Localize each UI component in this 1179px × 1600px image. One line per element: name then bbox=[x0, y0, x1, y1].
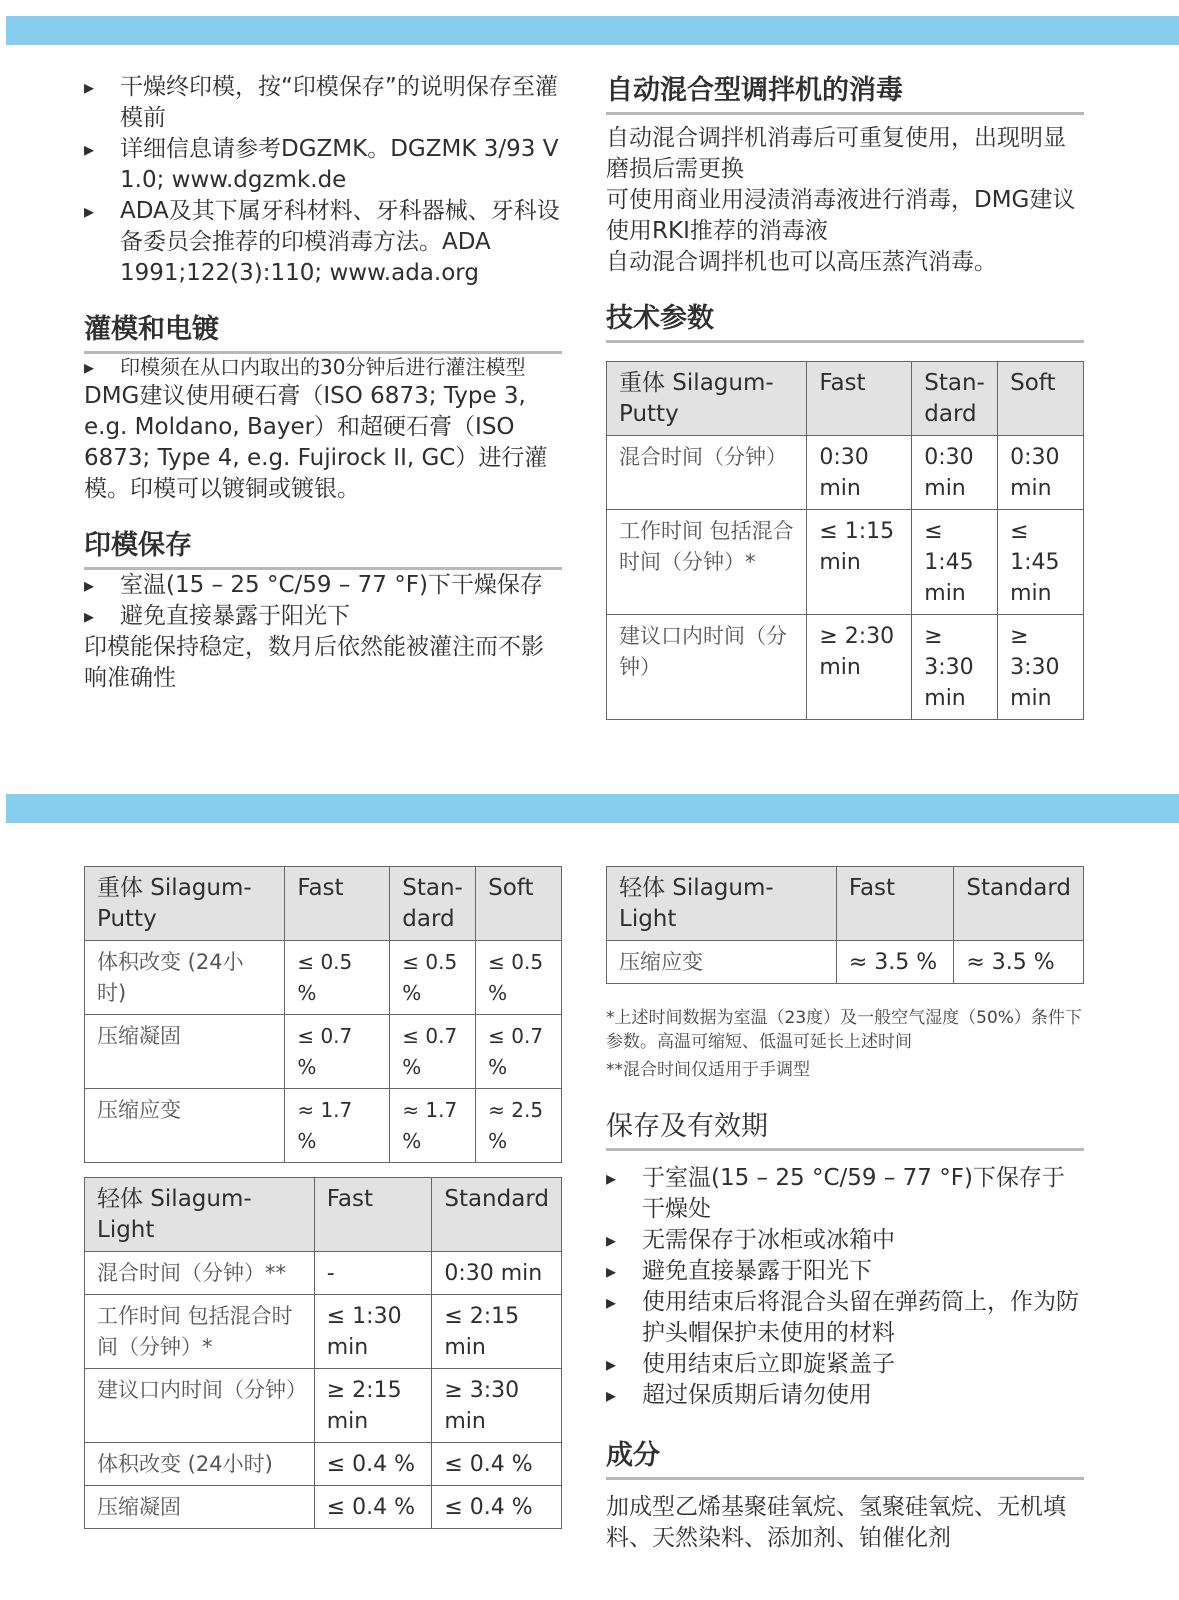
row-label: 压缩凝固 bbox=[85, 1486, 315, 1529]
disinfection-text bbox=[606, 123, 1084, 278]
row-label: 建议口内时间（分钟） bbox=[607, 615, 807, 720]
table-cell: ≤ 1:45 min bbox=[998, 510, 1084, 615]
list-item: ▸ 详细信息请参考DGZMK。DGZMK 3/93 V 1.0; www.dgzmk.de bbox=[84, 134, 562, 196]
light-strain-table bbox=[606, 866, 1084, 984]
casting-list bbox=[84, 354, 562, 381]
list-item: ▸ 干燥终印模，按“印模保存”的说明保存至灌模前 bbox=[84, 72, 562, 134]
table-header-row bbox=[607, 867, 1084, 941]
header-cell: Soft bbox=[476, 867, 562, 941]
list-item: ▸ 使用结束后将混合头留在弹药筒上，作为防护头帽保护未使用的材料 bbox=[606, 1287, 1084, 1349]
table-row bbox=[85, 1252, 562, 1295]
header-cell: Stan-dard bbox=[912, 362, 998, 436]
table-header-row bbox=[85, 1178, 562, 1252]
disinfection-heading: 自动混合型调拌机的消毒 bbox=[606, 72, 1084, 115]
list-item: ▸ 超过保质期后请勿使用 bbox=[606, 1380, 1084, 1411]
list-item: ▸ 避免直接暴露于阳光下 bbox=[84, 601, 562, 632]
table-row bbox=[85, 1369, 562, 1443]
table-cell: ≤ 2:15 min bbox=[432, 1295, 562, 1369]
shelf-life-list bbox=[606, 1163, 1084, 1411]
composition-heading: 成分 bbox=[606, 1437, 1084, 1480]
table-cell: ≤ 0.7 % bbox=[390, 1015, 476, 1089]
table-cell: ≤ 0.7 % bbox=[476, 1015, 562, 1089]
row-label: 体积改变 (24小时) bbox=[85, 1443, 315, 1486]
table-cell: ≤ 0.5 % bbox=[476, 941, 562, 1015]
table-cell: 0:30 min bbox=[998, 436, 1084, 510]
disinfection-line: 可使用商业用浸渍消毒液进行消毒，DMG建议使用RKI推荐的消毒液 bbox=[606, 187, 1076, 244]
table-row bbox=[85, 1295, 562, 1369]
row-label: 压缩应变 bbox=[85, 1089, 285, 1163]
table-cell: ≥ 2:15 min bbox=[314, 1369, 432, 1443]
footnotes bbox=[606, 1006, 1084, 1082]
header-cell: Stan-dard bbox=[390, 867, 476, 941]
header-cell: Fast bbox=[836, 867, 954, 941]
table-cell: 0:30 min bbox=[807, 436, 912, 510]
table-cell: ≤ 0.5 % bbox=[285, 941, 390, 1015]
top-color-band bbox=[6, 16, 1179, 45]
right-column-top bbox=[606, 72, 1084, 720]
table-row bbox=[85, 1486, 562, 1529]
footnote: **混合时间仅适用于手调型 bbox=[606, 1060, 810, 1080]
right-column-bottom bbox=[606, 866, 1084, 1554]
table-row bbox=[607, 615, 1084, 720]
impression-storage-list bbox=[84, 570, 562, 632]
middle-color-band bbox=[6, 794, 1179, 823]
table-cell: ≈ 3.5 % bbox=[836, 941, 954, 984]
composition-text: 加成型乙烯基聚硅氧烷、氢聚硅氧烷、无机填料、天然染料、添加剂、铂催化剂 bbox=[606, 1494, 1066, 1551]
header-cell: 重体 Silagum-Putty bbox=[85, 867, 285, 941]
table-cell: - bbox=[314, 1252, 432, 1295]
footnote: *上述时间数据为室温（23度）及一般空气湿度（50%）条件下参数。高温可缩短、低温可延长上述时间 bbox=[606, 1008, 1082, 1052]
row-label: 体积改变 (24小时) bbox=[85, 941, 285, 1015]
table-header-row bbox=[607, 362, 1084, 436]
table-cell: ≤ 0.4 % bbox=[314, 1443, 432, 1486]
table-cell: ≥ 3:30 min bbox=[912, 615, 998, 720]
header-cell: 重体 Silagum-Putty bbox=[607, 362, 807, 436]
left-column-bottom bbox=[84, 866, 562, 1529]
header-cell: Standard bbox=[954, 867, 1084, 941]
casting-heading: 灌模和电镀 bbox=[84, 311, 562, 354]
putty-properties-table bbox=[84, 866, 562, 1163]
table-row bbox=[85, 941, 562, 1015]
list-item: ▸ 室温(15 – 25 °C/59 – 77 °F)下干燥保存 bbox=[84, 570, 562, 601]
row-label: 建议口内时间（分钟） bbox=[85, 1369, 315, 1443]
row-label: 混合时间（分钟） bbox=[607, 436, 807, 510]
header-cell: Fast bbox=[807, 362, 912, 436]
table-cell: ≈ 3.5 % bbox=[954, 941, 1084, 984]
header-cell: Fast bbox=[314, 1178, 432, 1252]
table-cell: ≤ 0.7 % bbox=[285, 1015, 390, 1089]
table-row bbox=[85, 1443, 562, 1486]
table-row bbox=[85, 1015, 562, 1089]
row-label: 压缩应变 bbox=[607, 941, 837, 984]
tech-heading: 技术参数 bbox=[606, 300, 1084, 343]
impression-storage-section bbox=[84, 527, 562, 694]
table-cell: ≈ 1.7 % bbox=[390, 1089, 476, 1163]
table-cell: ≤ 1:15 min bbox=[807, 510, 912, 615]
table-cell: ≥ 3:30 min bbox=[432, 1369, 562, 1443]
casting-text: DMG建议使用硬石膏（ISO 6873; Type 3, e.g. Moldano, Bayer）和超硬石膏（ISO 6873; Type 4, e.g. Fujirock II, GC）进行灌模。印模可以镀铜或镀银。 bbox=[84, 383, 548, 502]
table-cell: ≤ 0.4 % bbox=[432, 1486, 562, 1529]
table-cell: ≤ 1:45 min bbox=[912, 510, 998, 615]
putty-timing-table bbox=[606, 361, 1084, 720]
row-label: 工作时间 包括混合时间（分钟）* bbox=[607, 510, 807, 615]
table-cell: ≤ 0.4 % bbox=[314, 1486, 432, 1529]
list-item: ▸ 印模须在从口内取出的30分钟后进行灌注模型 bbox=[84, 354, 562, 381]
shelf-life-section bbox=[606, 1108, 1084, 1411]
row-label: 压缩凝固 bbox=[85, 1015, 285, 1089]
table-cell: ≥ 2:30 min bbox=[807, 615, 912, 720]
table-cell: ≤ 1:30 min bbox=[314, 1295, 432, 1369]
header-cell: Soft bbox=[998, 362, 1084, 436]
impression-notes-list bbox=[84, 72, 562, 289]
composition-section bbox=[606, 1437, 1084, 1554]
header-cell: Fast bbox=[285, 867, 390, 941]
disinfection-line: 自动混合调拌机也可以高压蒸汽消毒。 bbox=[606, 249, 997, 275]
table-cell: ≈ 2.5 % bbox=[476, 1089, 562, 1163]
table-cell: ≥ 3:30 min bbox=[998, 615, 1084, 720]
light-properties-table bbox=[84, 1177, 562, 1529]
list-item: ▸ 使用结束后立即旋紧盖子 bbox=[606, 1349, 1084, 1380]
impression-storage-heading: 印模保存 bbox=[84, 527, 562, 570]
header-cell: 轻体 Silagum-Light bbox=[607, 867, 837, 941]
table-cell: 0:30 min bbox=[912, 436, 998, 510]
disinfection-line: 自动混合调拌机消毒后可重复使用，出现明显磨损后需更换 bbox=[606, 125, 1066, 182]
table-row bbox=[607, 941, 1084, 984]
list-item: ▸ 避免直接暴露于阳光下 bbox=[606, 1256, 1084, 1287]
table-row bbox=[607, 510, 1084, 615]
header-cell: Standard bbox=[432, 1178, 562, 1252]
table-row bbox=[85, 1089, 562, 1163]
table-row bbox=[607, 436, 1084, 510]
list-item: ▸ 无需保存于冰柜或冰箱中 bbox=[606, 1225, 1084, 1256]
table-cell: 0:30 min bbox=[432, 1252, 562, 1295]
table-cell: ≤ 0.4 % bbox=[432, 1443, 562, 1486]
table-cell: ≤ 0.5 % bbox=[390, 941, 476, 1015]
left-column-top bbox=[84, 72, 562, 694]
impression-storage-text: 印模能保持稳定，数月后依然能被灌注而不影响准确性 bbox=[84, 634, 544, 691]
list-item: ▸ ADA及其下属牙科材料、牙科器械、牙科设备委员会推荐的印模消毒方法。ADA 1991;122(3):110; www.ada.org bbox=[84, 196, 562, 289]
tech-section bbox=[606, 300, 1084, 720]
table-cell: ≈ 1.7 % bbox=[285, 1089, 390, 1163]
casting-section bbox=[84, 311, 562, 505]
table-header-row bbox=[85, 867, 562, 941]
row-label: 工作时间 包括混合时间（分钟）* bbox=[85, 1295, 315, 1369]
header-cell: 轻体 Silagum-Light bbox=[85, 1178, 315, 1252]
list-item: ▸ 于室温(15 – 25 °C/59 – 77 °F)下保存于干燥处 bbox=[606, 1163, 1084, 1225]
row-label: 混合时间（分钟）** bbox=[85, 1252, 315, 1295]
shelf-life-heading: 保存及有效期 bbox=[606, 1108, 1084, 1151]
